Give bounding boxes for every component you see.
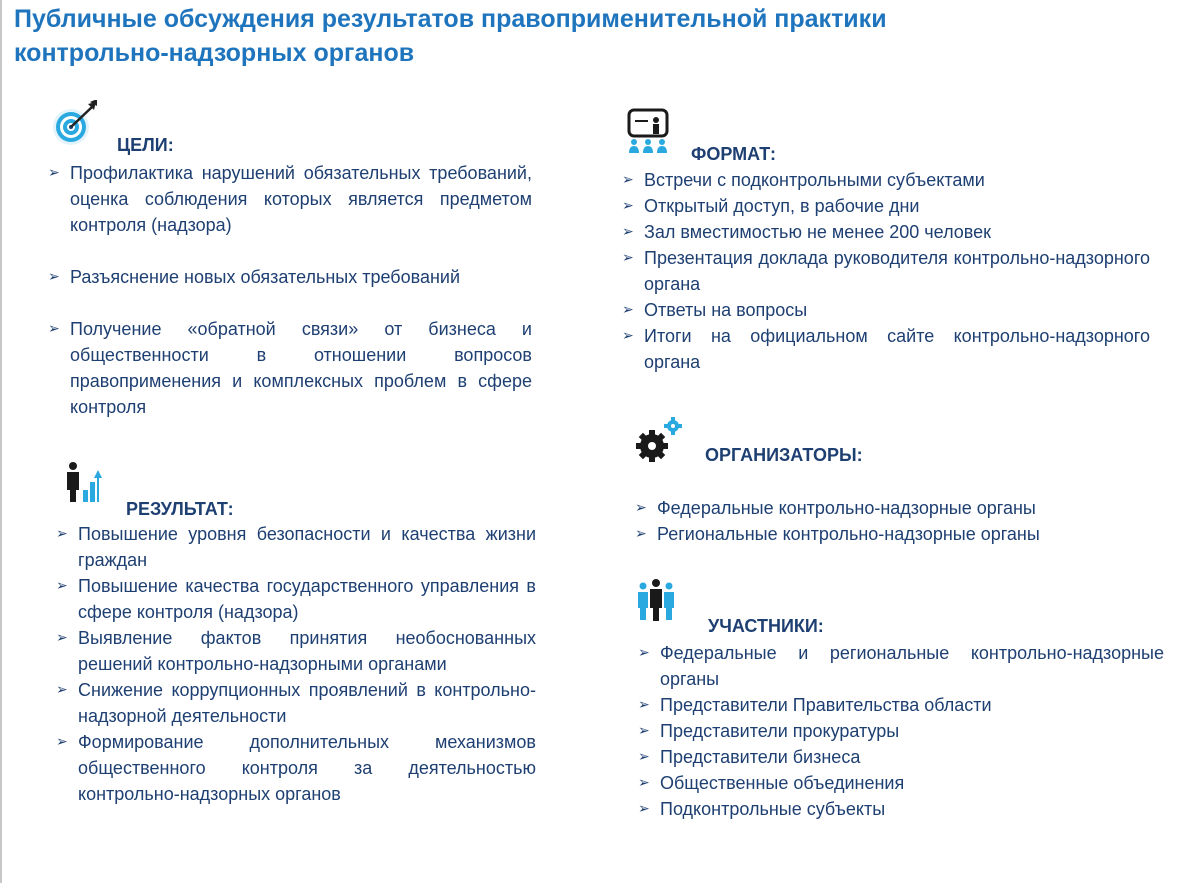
list-item: ➢ Формирование дополнительных механизмов общественного контроля за деятельностью контрольно-надзорных органов [56,729,536,807]
list-item: ➢ Ответы на вопросы [622,297,1150,323]
list-item: ➢ Получение «обратной связи» от бизнеса и общественности в отношении вопросов правоприменения и комплексных проблем в сфере контроля [48,316,532,420]
growth-chart-icon [62,460,104,504]
organizers-list [635,495,1105,547]
goals-list [48,160,532,446]
target-icon [50,100,100,148]
page-title [14,2,1074,70]
format-list [622,167,1150,375]
list-item: ➢ Региональные контрольно-надзорные органы [635,521,1105,547]
list-item: ➢ Зал вместимостью не менее 200 человек [622,219,1150,245]
list-item: ➢ Итоги на официальном сайте контрольно-надзорного органа [622,323,1150,375]
list-item: ➢ Подконтрольные субъекты [638,796,1164,822]
participants-heading: УЧАСТНИКИ: [708,616,824,636]
gears-icon [632,416,684,464]
format-heading: ФОРМАТ: [691,144,776,164]
list-item: ➢ Презентация доклада руководителя контрольно-надзорного органа [622,245,1150,297]
list-item: ➢ Представители Правительства области [638,692,1164,718]
list-item: ➢ Повышение качества государственного управления в сфере контроля (надзора) [56,573,536,625]
goals-heading: ЦЕЛИ: [117,135,174,155]
list-item: ➢ Открытый доступ, в рабочие дни [622,193,1150,219]
list-item: ➢ Представители прокуратуры [638,718,1164,744]
result-list [56,521,536,807]
page-title-line2: контрольно-надзорных органов [14,39,415,67]
presentation-icon [626,108,670,154]
list-item: ➢ Встречи с подконтрольными субъектами [622,167,1150,193]
list-item: ➢ Представители бизнеса [638,744,1164,770]
slide-left-border [0,0,2,883]
list-item: ➢ Снижение коррупционных проявлений в контрольно-надзорной деятельности [56,677,536,729]
list-item: ➢ Разъяснение новых обязательных требований [48,264,532,290]
organizers-heading: ОРГАНИЗАТОРЫ: [705,445,863,465]
list-item: ➢ Профилактика нарушений обязательных требований, оценка соблюдения которых является предметом контроля (надзора) [48,160,532,238]
result-heading: РЕЗУЛЬТАТ: [126,499,234,519]
participants-list [638,640,1164,822]
people-icon [636,578,676,622]
list-item: ➢ Общественные объединения [638,770,1164,796]
list-item: ➢ Повышение уровня безопасности и качества жизни граждан [56,521,536,573]
list-item: ➢ Выявление фактов принятия необоснованных решений контрольно-надзорными органами [56,625,536,677]
list-item: ➢ Федеральные контрольно-надзорные органы [635,495,1105,521]
page-title-line1: Публичные обсуждения результатов правоприменительной практики [14,5,887,33]
list-item: ➢ Федеральные и региональные контрольно-надзорные органы [638,640,1164,692]
